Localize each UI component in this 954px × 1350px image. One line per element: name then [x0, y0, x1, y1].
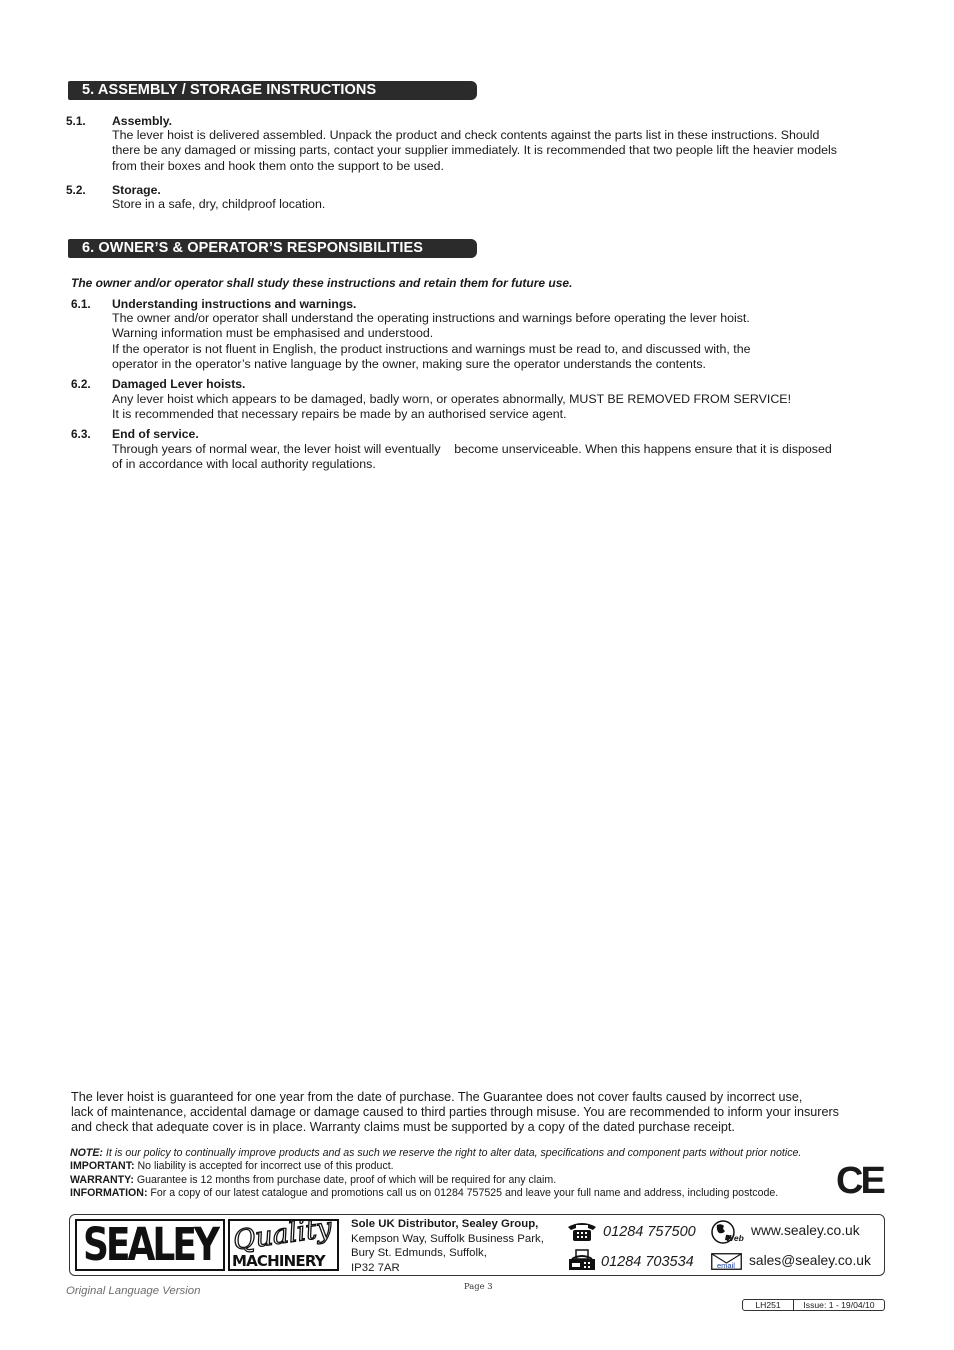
guarantee-line: The lever hoist is guaranteed for one year from the date of purchase. The Guarantee does not cover faults caused by incorrect use, — [71, 1090, 803, 1104]
body-line: Warning information must be emphasised and understood. — [112, 326, 434, 340]
original-language-version: Original Language Version — [66, 1285, 201, 1297]
body-line: If the operator is not fluent in English, the product instructions and warnings must be read to, and discussed with, the — [112, 342, 751, 356]
item-heading: End of service. — [112, 427, 199, 441]
information-line — [70, 1187, 778, 1201]
note-line — [70, 1147, 801, 1161]
address-line: Kempson Way, Suffolk Business Park, — [351, 1233, 544, 1245]
fax-icon — [567, 1249, 597, 1273]
item-heading: Assembly. — [112, 114, 173, 128]
item-heading: Storage. — [112, 183, 161, 197]
note-label: NOTE: — [70, 1147, 103, 1159]
body-line: there be any damaged or missing parts, contact your supplier immediately. It is recommended that two people lift the heavier models — [112, 143, 837, 157]
issue-box — [742, 1299, 885, 1311]
body-line: Through years of normal wear, the lever hoist will eventually become unserviceable. When this happens ensure that it is disposed — [112, 442, 832, 456]
warranty-line — [70, 1174, 556, 1188]
important-label: IMPORTANT: — [70, 1160, 135, 1172]
distributor-title: Sole UK Distributor, Sealey Group, — [351, 1218, 539, 1230]
sealey-logo — [75, 1219, 225, 1271]
important-line — [70, 1160, 394, 1174]
warranty-label: WARRANTY: — [70, 1174, 134, 1186]
information-text: For a copy of our latest catalogue and promotions call us on 01284 757525 and leave your full name and address, including postcode. — [147, 1187, 779, 1199]
telephone-icon — [566, 1220, 598, 1242]
email-icon-label: email — [717, 1261, 735, 1270]
body-line: of in accordance with local authority regulations. — [112, 457, 376, 471]
body-line: The lever hoist is delivered assembled. Unpack the product and check contents against the parts list in these instructions. Should — [112, 128, 820, 142]
item-heading: Understanding instructions and warnings. — [112, 297, 357, 311]
warranty-text: Guarantee is 12 months from purchase date, proof of which will be required for any claim. — [133, 1174, 557, 1186]
phone-number[interactable]: 01284 757500 — [603, 1224, 696, 1240]
machinery-text: MACHINERY — [232, 1252, 325, 1270]
address-line: IP32 7AR — [351, 1262, 400, 1274]
ce-mark: CE — [836, 1160, 883, 1202]
issue-date: Issue: 1 - 19/04/10 — [803, 1300, 875, 1310]
body-line: The owner and/or operator shall understand the operating instructions and warnings before operating the lever hoist. — [112, 311, 750, 325]
sealey-logo-text: SEALEY — [83, 1219, 217, 1271]
guarantee-line: and check that adequate cover is in place. Warranty claims must be supported by a copy of the dated purchase receipt. — [71, 1120, 735, 1134]
fax-number[interactable]: 01284 703534 — [601, 1254, 694, 1270]
email-link[interactable]: sales@sealey.co.uk — [749, 1253, 871, 1268]
body-line: operator in the operator’s native language by the owner, making sure the operator understands the contents. — [112, 357, 706, 371]
item-number: 5.2. — [66, 183, 86, 197]
model-number: LH251 — [743, 1300, 794, 1310]
information-label: INFORMATION: — [70, 1187, 148, 1199]
guarantee-line: lack of maintenance, accidental damage or damage caused to third parties through misuse. You are recommended to inform your insurers — [71, 1105, 839, 1119]
important-text: No liability is accepted for incorrect use of this product. — [134, 1160, 394, 1172]
page-number: Page 3 — [464, 1281, 493, 1291]
item-number: 6.3. — [71, 427, 91, 441]
section-6-title: 6. OWNER’S & OPERATOR’S RESPONSIBILITIES — [68, 239, 477, 258]
address-line: Bury St. Edmunds, Suffolk, — [351, 1247, 487, 1259]
item-heading: Damaged Lever hoists. — [112, 377, 246, 391]
section-5-title: 5. ASSEMBLY / STORAGE INSTRUCTIONS — [68, 81, 477, 100]
quality-text: Quality — [231, 1212, 334, 1257]
item-number: 5.1. — [66, 114, 86, 128]
section-6-intro: The owner and/or operator shall study these instructions and retain them for future use. — [71, 276, 573, 290]
quality-machinery-logo — [228, 1212, 339, 1271]
body-line: Any lever hoist which appears to be damaged, badly worn, or operates abnormally, MUST BE REMOVED FROM SERVICE! — [112, 392, 792, 406]
item-number: 6.2. — [71, 377, 91, 391]
website-link[interactable]: www.sealey.co.uk — [751, 1223, 860, 1238]
item-number: 6.1. — [71, 297, 91, 311]
body-line: Store in a safe, dry, childproof location. — [112, 197, 326, 211]
web-icon-label: Web — [726, 1233, 744, 1243]
body-line: from their boxes and hook them onto the support to be used. — [112, 159, 445, 173]
note-text: It is our policy to continually improve products and as such we reserve the right to alter data, specifications and component parts without prior notice. — [102, 1147, 802, 1159]
body-line: It is recommended that necessary repairs be made by an authorised service agent. — [112, 407, 567, 421]
